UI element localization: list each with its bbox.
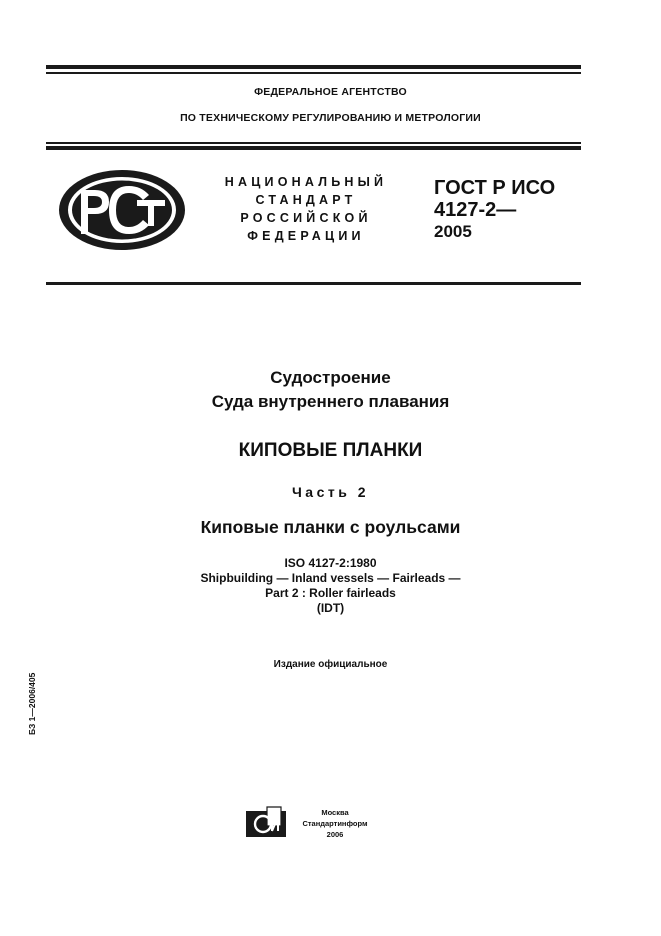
publisher-city: Москва xyxy=(321,808,349,817)
main-title: КИПОВЫЕ ПЛАНКИ xyxy=(238,440,423,461)
iso-identity: (IDT) xyxy=(316,601,345,615)
title-line-1: Судостроение xyxy=(270,368,391,387)
standard-type-line-3: РОССИЙСКОЙ xyxy=(240,211,372,225)
rst-emblem-icon xyxy=(57,168,187,252)
gost-designation-year: 2005 xyxy=(434,222,472,241)
top-rule-thick xyxy=(46,65,581,69)
title-line-2: Суда внутреннего плавания xyxy=(211,392,450,411)
gost-designation-line-1: ГОСТ Р ИСО xyxy=(434,177,556,199)
iso-english-title-1: Shipbuilding — Inland vessels — Fairleads — xyxy=(200,571,461,585)
edition-label: Издание официальное xyxy=(273,659,388,670)
agency-line-1: ФЕДЕРАЛЬНОЕ АГЕНТСТВО xyxy=(254,86,407,98)
iso-english-title-2: Part 2 : Roller fairleads xyxy=(265,586,396,600)
standard-type-line-1: НАЦИОНАЛЬНЫЙ xyxy=(224,175,388,189)
iso-number: ISO 4127-2:1980 xyxy=(284,556,377,570)
side-code: БЗ 1—2006/405 xyxy=(27,672,37,735)
block-rule xyxy=(46,282,581,285)
publisher-name: Стандартинформ xyxy=(302,819,368,828)
standard-type-line-4: ФЕДЕРАЦИИ xyxy=(247,229,365,243)
header-rule-thin xyxy=(46,142,581,144)
agency-line-2: ПО ТЕХНИЧЕСКОМУ РЕГУЛИРОВАНИЮ И МЕТРОЛОГИИ xyxy=(180,112,481,124)
gost-r-logo xyxy=(57,168,187,252)
top-rule-thin xyxy=(46,72,581,74)
publisher-year: 2006 xyxy=(326,830,344,839)
gost-designation-line-2: 4127-2— xyxy=(434,199,517,221)
part-label: Часть 2 xyxy=(291,484,370,500)
header-rule-thick xyxy=(46,146,581,150)
standartinform-icon xyxy=(245,806,287,838)
subtitle: Киповые планки с роульсами xyxy=(200,517,461,537)
standard-type-line-2: СТАНДАРТ xyxy=(255,193,357,207)
publisher-logo xyxy=(245,806,287,838)
